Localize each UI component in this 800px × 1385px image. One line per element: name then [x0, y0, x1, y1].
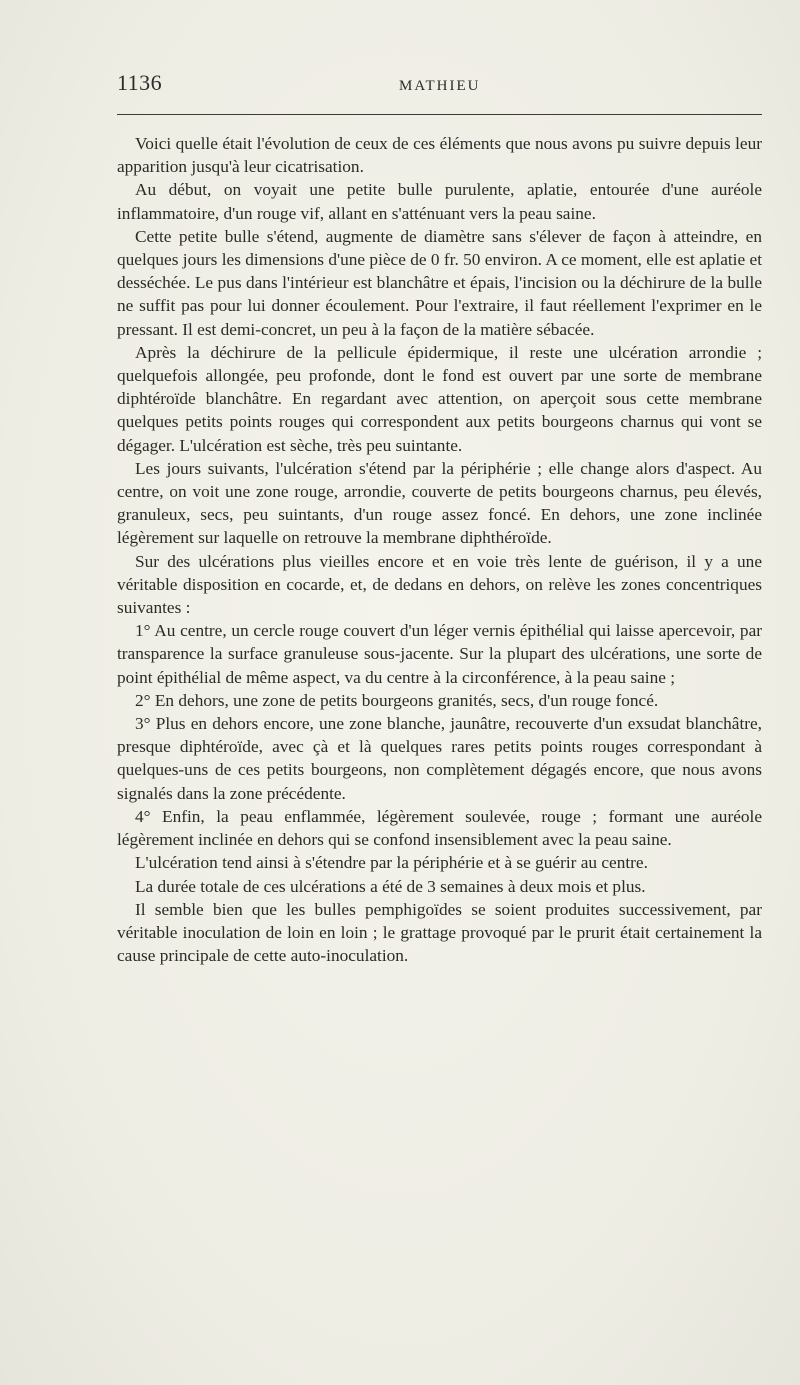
list-item-zone-3: 3° Plus en dehors encore, une zone blanche, jaunâtre, recouverte d'un exsudat blanchâtre, presque diphtéroïde, avec çà et là quelques rares petits points rouges correspondant à quelques-uns de ces petits bourgeons, non complètement dégagés encore, que nous avons signalés dans la zone précédente.: [117, 714, 762, 803]
paragraph: Sur des ulcérations plus vieilles encore et en voie très lente de guérison, il y a une véritable disposition en cocarde, et, de dedans en dehors, on relève les zones concentriques suivantes :: [117, 551, 762, 618]
running-head: [117, 70, 762, 100]
paragraph: L'ulcération tend ainsi à s'étendre par la périphérie et à se guérir au centre.: [135, 853, 648, 873]
list-item-zone-1: 1° Au centre, un cercle rouge couvert d'un léger vernis épithélial qui laisse apercevoir, par transparence la surface granuleuse sous-jacente. Sur la plupart des ulcérations, une sorte de point épithélial de même aspect, va du centre à la circonférence, à la peau saine ;: [117, 621, 762, 687]
paragraph: La durée totale de ces ulcérations a été de 3 semaines à deux mois et plus.: [135, 876, 646, 896]
paragraph: Voici quelle était l'évolution de ceux de ces éléments que nous avons pu suivre depuis leur apparition jusqu'à leur cicatrisation.: [117, 134, 762, 177]
paragraph: Au début, on voyait une petite bulle purulente, aplatie, entourée d'une auréole inflammatoire, d'un rouge vif, allant en s'atténuant vers la peau saine.: [117, 180, 762, 223]
header-rule: [117, 114, 762, 115]
paragraph: Cette petite bulle s'étend, augmente de diamètre sans s'élever de façon à atteindre, en quelques jours les dimensions d'une pièce de 0 fr. 50 environ. A ce moment, elle est aplatie et desséchée. Le pus dans l'intérieur est blanchâtre et épais, l'incision ou la déchirure de la bulle ne suffit pas pour lui donner écoulement. Pour l'extraire, il faut réellement l'exprimer en le pressant. Il est demi-concret, un peu à la façon de la matière sébacée.: [117, 226, 762, 339]
running-head-title: MATHIEU: [399, 78, 481, 94]
body-text: [117, 132, 762, 967]
page-number: 1136: [117, 70, 163, 95]
list-item-zone-2: 2° En dehors, une zone de petits bourgeons granités, secs, d'un rouge foncé.: [135, 690, 659, 710]
paragraph: Après la déchirure de la pellicule épidermique, il reste une ulcération arrondie ; quelquefois allongée, peu profonde, dont le fond est ouvert par une sorte de membrane diphtéroïde blanchâtre. En regardant avec attention, on aperçoit sous cette membrane quelques petits points rouges qui correspondent aux petits bourgeons charnus qui vont se dégager. L'ulcération est sèche, très peu suintante.: [117, 342, 762, 455]
paragraph: Les jours suivants, l'ulcération s'étend par la périphérie ; elle change alors d'aspect. Au centre, on voit une zone rouge, arrondie, couverte de petits bourgeons charnus, peu élevés, granuleux, secs, peu suintants, d'un rouge assez foncé. En dehors, une zone inclinée légèrement sur laquelle on retrouve la membrane diphthéroïde.: [117, 458, 762, 548]
list-item-zone-4: 4° Enfin, la peau enflammée, légèrement soulevée, rouge ; formant une auréole légèrement inclinée en dehors qui se confond insensiblement avec la peau saine.: [117, 806, 762, 850]
paragraph: Il semble bien que les bulles pemphigoïdes se soient produites successivement, par véritable inoculation de loin en loin ; le grattage provoqué par le prurit était certainement la cause principale de cette auto-inoculation.: [117, 899, 762, 966]
